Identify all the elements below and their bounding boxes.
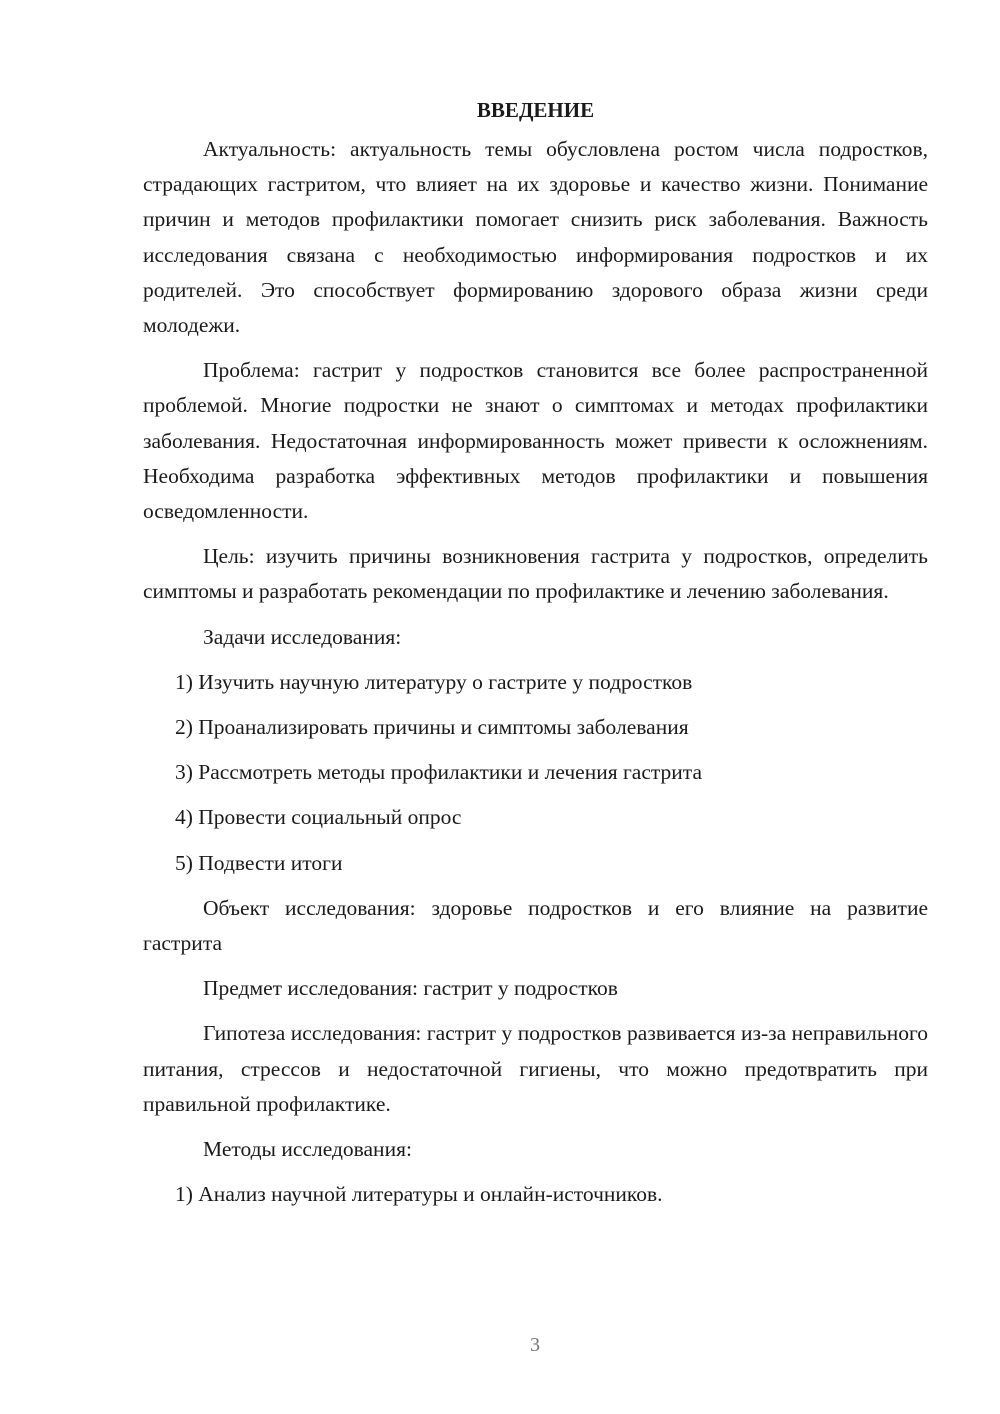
object-paragraph: Объект исследования: здоровье подростков и его влияние на развитие гастрита	[143, 895, 928, 956]
list-item: 1) Изучить научную литературу о гастрите у подростков	[175, 669, 693, 694]
list-item: 5) Подвести итоги	[175, 850, 343, 875]
tasks-title: Задачи исследования:	[203, 624, 402, 649]
goal-paragraph: Цель: изучить причины возникновения гастрита у подростков, определить симптомы и разработать рекомендации по профилактике и лечению заболевания.	[143, 544, 928, 604]
page-number: 3	[530, 1334, 540, 1356]
list-item: 4) Провести социальный опрос	[175, 805, 462, 830]
hypothesis-paragraph: Гипотеза исследования: гастрит у подростков развивается из-за неправильного питания, стрессов и недостаточной гигиены, что можно предотвратить при правильной профилактике.	[143, 1021, 928, 1116]
list-item: 3) Рассмотреть методы профилактики и лечения гастрита	[175, 760, 702, 785]
list-item: 2) Проанализировать причины и симптомы заболевания	[175, 715, 689, 740]
tasks-list	[143, 665, 928, 881]
subject-paragraph: Предмет исследования: гастрит у подростков	[203, 976, 618, 1001]
methods-title: Методы исследования:	[203, 1137, 412, 1162]
relevance-paragraph: Актуальность: актуальность темы обусловлена ростом числа подростков, страдающих гастритом, что влияет на их здоровье и качество жизни. Понимание причин и методов профилактики помогает снизить риск заболевания. Важность исследования связана с необходимостью информирования подростков и их родителей. Это способствует формированию здорового образа жизни среди молодежи.	[143, 137, 928, 338]
problem-paragraph: Проблема: гастрит у подростков становится все более распространенной проблемой. Многие подростки не знают о симптомах и методах профилактики заболевания. Недостаточная информированность может привести к осложнениям. Необходима разработка эффективных методов профилактики и повышения осведомленности.	[143, 358, 928, 524]
list-item: 1) Анализ научной литературы и онлайн-источников.	[175, 1182, 663, 1207]
document-page	[143, 90, 928, 1222]
methods-list	[143, 1177, 928, 1212]
section-heading: ВВЕДЕНИЕ	[476, 98, 595, 122]
